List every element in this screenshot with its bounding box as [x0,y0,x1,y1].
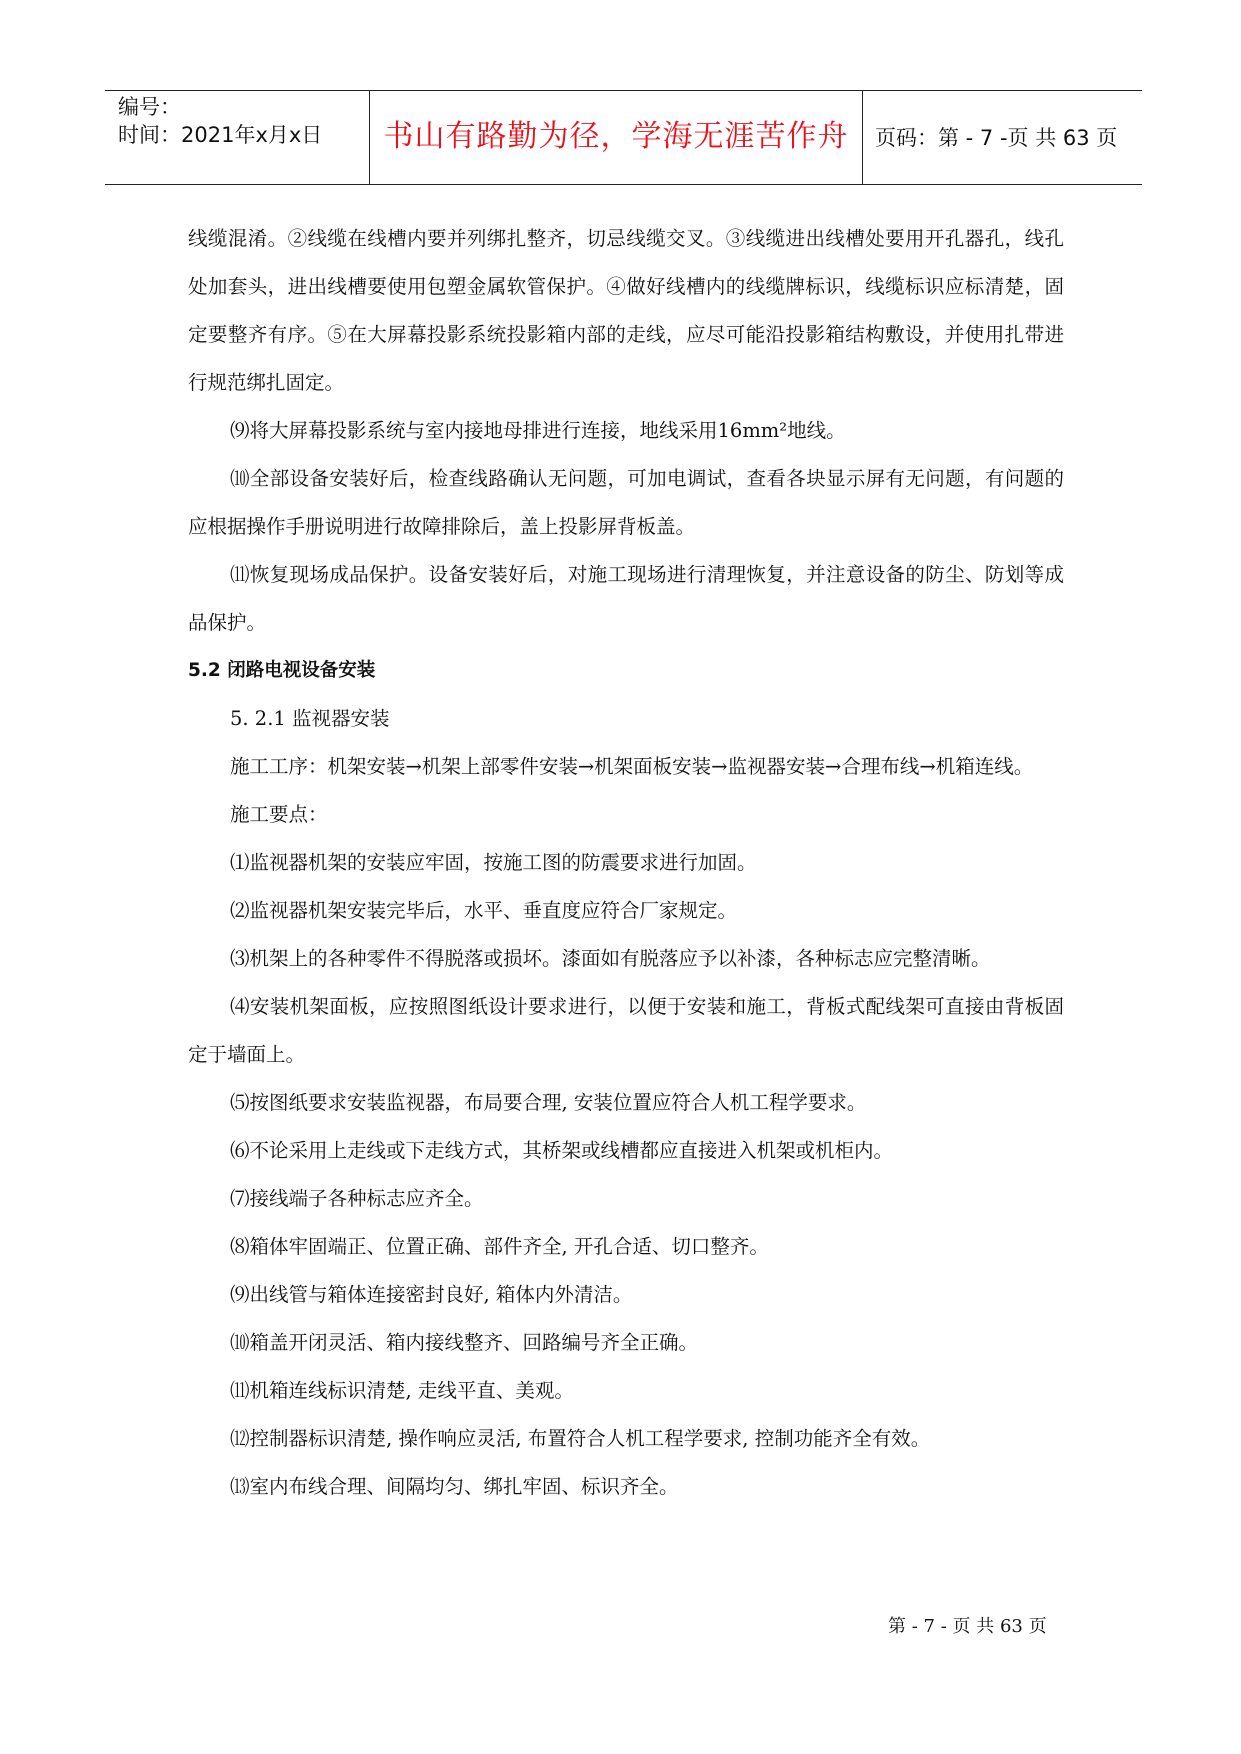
list-item-10: ⑽箱盖开闭灵活、箱内接线整齐、回路编号齐全正确。 [230,1331,699,1354]
header-divider-right [862,91,863,184]
page-header [105,90,1142,185]
header-number-label: 编号： [118,95,181,119]
paragraph-key-points-label: 施工要点： [230,803,328,826]
list-item-12: ⑿控制器标识清楚, 操作响应灵活, 布置符合人机工程学要求, 控制功能齐全有效。 [230,1427,931,1450]
list-item-5: ⑸按图纸要求安装监视器，布局要合理, 安装位置应符合人机工程学要求。 [230,1091,867,1114]
list-item-8: ⑻箱体牢固端正、位置正确、部件齐全, 开孔合适、切口整齐。 [230,1235,769,1258]
list-item-11: ⑾机箱连线标识清楚, 走线平直、美观。 [230,1379,574,1402]
header-time-label: 时间：2021年x月x日 [118,123,323,147]
list-item-3: ⑶机架上的各种零件不得脱落或损坏。漆面如有脱落应予以补漆，各种标志应完整清晰。 [230,947,991,970]
list-item-4: ⑷安装机架面板，应按照图纸设计要求进行，以便于安装和施工，背板式配线架可直接由背板固定于墙面上。 [188,995,1064,1066]
list-item-13: ⒀室内布线合理、间隔均匀、绑扎牢固、标识齐全。 [230,1475,679,1498]
list-item-6: ⑹不论采用上走线或下走线方式，其桥架或线槽都应直接进入机架或机柜内。 [230,1139,894,1162]
section-heading-5-2: 5.2 闭路电视设备安装 [188,660,376,681]
list-item-2: ⑵监视器机架安装完毕后，水平、垂直度应符合厂家规定。 [230,899,738,922]
paragraph-item-11-protection: ⑾恢复现场成品保护。设备安装好后，对施工现场进行清理恢复，并注意设备的防尘、防划等成品保护。 [188,563,1064,634]
list-item-9: ⑼出线管与箱体连接密封良好, 箱体内外清洁。 [230,1283,633,1306]
list-item-7: ⑺接线端子各种标志应齐全。 [230,1187,484,1210]
paragraph-item-10-testing: ⑽全部设备安装好后，检查线路确认无问题，可加电调试，查看各块显示屏有无问题，有问题的应根据操作手册说明进行故障排除后，盖上投影屏背板盖。 [188,467,1064,538]
header-left-cell [118,93,322,149]
list-item-1: ⑴监视器机架的安装应牢固，按施工图的防震要求进行加固。 [230,851,757,874]
document-body [188,215,1064,1511]
subsection-heading-5-2-1: 5. 2.1 监视器安装 [230,707,390,730]
paragraph-cable-routing: 线缆混淆。②线缆在线槽内要并列绑扎整齐，切忌线缆交叉。③线缆进出线槽处要用开孔器孔，线孔处加套头，进出线槽要使用包塑金属软管保护。④做好线槽内的线缆牌标识，线缆标识应标清楚，固定要整齐有序。⑤在大屏幕投影系统投影箱内部的走线，应尽可能沿投影箱结构敷设，并使用扎带进行规范绑扎固定。 [188,227,1064,394]
paragraph-item-9-grounding: ⑼将大屏幕投影系统与室内接地母排进行连接，地线采用16mm²地线。 [230,419,846,442]
paragraph-process: 施工工序：机架安装→机架上部零件安装→机架面板安装→监视器安装→合理布线→机箱连线。 [230,755,1034,778]
header-page-label: 页码：第 - 7 -页 共 63 页 [875,126,1118,150]
page-footer: 第 - 7 - 页 共 63 页 [888,1616,1047,1637]
header-motto: 书山有路勤为径，学海无涯苦作舟 [383,119,849,154]
